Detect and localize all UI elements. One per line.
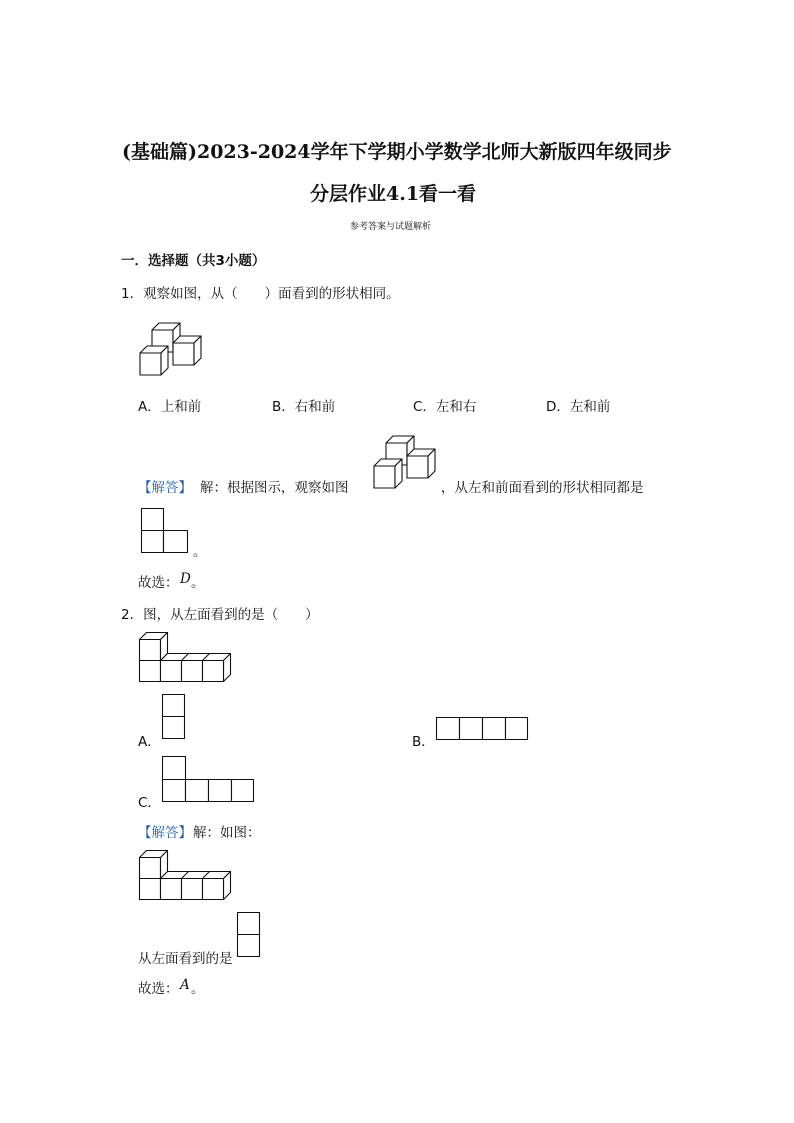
section-heading: 一．选择题（共3小题） xyxy=(121,253,266,269)
q1-option-d[interactable]: D．左和前 xyxy=(546,399,611,415)
q2-stem: 2．图，从左面看到的是（ ） xyxy=(121,607,319,623)
q2-option-c-shape[interactable] xyxy=(162,756,256,804)
q1-answer-end: 。 xyxy=(193,544,207,560)
q1-view-shape xyxy=(141,508,191,554)
q2-choice-prefix: 故选： xyxy=(138,981,179,997)
q1-option-b[interactable]: B．右和前 xyxy=(272,399,336,415)
q2-cube-figure xyxy=(139,632,234,684)
q1-option-c[interactable]: C．左和右 xyxy=(413,399,477,415)
q1-answer-cube-figure xyxy=(373,429,441,491)
q2-option-c[interactable]: C． xyxy=(138,795,161,811)
q1-option-a[interactable]: A．上和前 xyxy=(138,399,202,415)
q1-stem: 1．观察如图，从（ ）面看到的形状相同。 xyxy=(121,286,400,302)
q2-choice-suffix: 。 xyxy=(191,981,205,997)
q1-choice-letter: D xyxy=(180,571,191,587)
q2-option-b[interactable]: B． xyxy=(412,734,435,750)
q2-option-b-shape[interactable] xyxy=(436,717,530,741)
page-subtitle: 参考答案与试题解析 xyxy=(350,222,432,232)
q2-answer-text: 解：如图： xyxy=(193,825,261,841)
q2-answer-view-shape xyxy=(237,912,261,960)
page-title-line1: (基础篇)2023-2024学年下学期小学数学北师大新版四年级同步 xyxy=(122,141,672,163)
q2-conclusion: 从左面看到的是 xyxy=(138,951,233,967)
q2-option-a[interactable]: A． xyxy=(138,734,161,750)
q1-choice-prefix: 故选： xyxy=(138,575,179,591)
q2-answer-tag: 【解答】 xyxy=(138,825,192,841)
q1-answer-tag: 【解答】 xyxy=(138,480,192,496)
q2-choice-letter: A xyxy=(180,977,190,993)
q1-choice-suffix: 。 xyxy=(191,575,205,591)
q1-answer-text-b: ，从左和前面看到的形状相同都是 xyxy=(441,480,644,496)
q1-answer-text-a: 解：根据图示，观察如图 xyxy=(200,480,349,496)
q2-option-a-shape[interactable] xyxy=(162,694,186,742)
page-title-line2: 分层作业4.1看一看 xyxy=(310,183,477,205)
q2-answer-cube-figure xyxy=(139,850,234,902)
q1-cube-figure xyxy=(139,316,209,378)
